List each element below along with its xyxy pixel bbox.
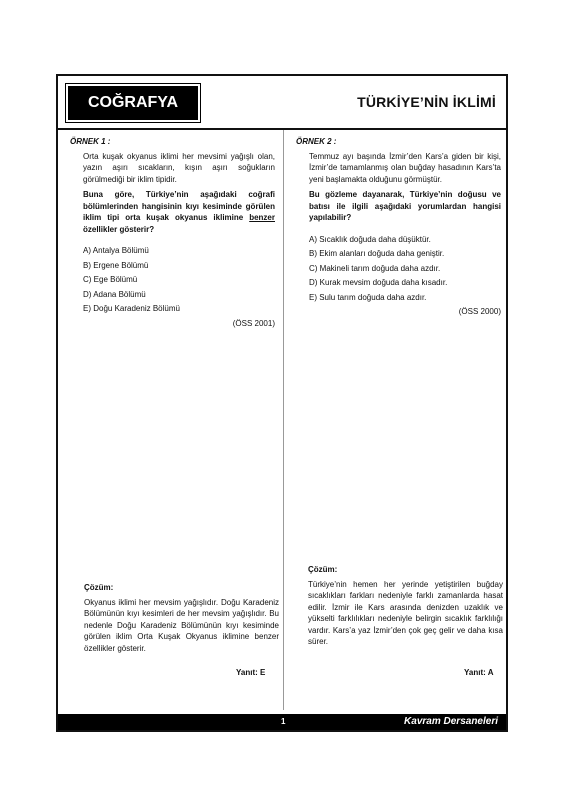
column-divider: [283, 130, 284, 710]
footer-bar: [58, 714, 506, 730]
page-frame: [56, 74, 508, 732]
topic-title: TÜRKİYE’NİN İKLİMİ: [357, 94, 496, 110]
page-number: 1: [281, 717, 286, 726]
option-e: E) Doğu Karadeniz Bölümü: [83, 304, 180, 313]
example-2-options: [296, 234, 501, 304]
example-1-answer: Yanıt: E: [236, 668, 266, 677]
option-b: B) Ergene Bölümü: [83, 260, 149, 270]
example-1-question: Buna göre, Türkiye’nin aşağıdaki coğrafi bölümlerinden hangisinin kıyı kesiminde görülen iklim tipi orta kuşak okyanus iklimine benzer özellikler gösterir?: [83, 190, 275, 234]
example-2-answer: Yanıt: A: [464, 668, 494, 677]
example-2-solution: [308, 564, 503, 648]
example-1-solution: [84, 582, 279, 654]
example-2-label: ÖRNEK 2 :: [296, 137, 337, 146]
example-2-question: Bu gözleme dayanarak, Türkiye’nin doğusu ve batısı ile ilgili aşağıdaki yorumlardan hangisi yapılabilir?: [309, 190, 501, 222]
example-2-source: (ÖSS 2000): [458, 307, 501, 316]
example-2: [296, 136, 501, 318]
solution-text: Okyanus iklimi her mevsim yağışlıdır. Doğu Karadeniz Bölümünün kıyı kesimleri de her mevsim yağışlıdır. Bu nedenle Doğu Karadeniz Bölümünün kıyı kesiminde görülen iklim Orta Kuşak Okyanus iklimine benzer özellikler gösterir.: [84, 597, 279, 653]
example-2-intro: Temmuz ayı başında İzmir’den Kars’a giden bir kişi, İzmir’de tamamlanmış olan buğday hasadının Kars’ta yeni başlamakta olduğunu görmüştür.: [309, 151, 501, 184]
emphasis-underline: benzer: [249, 213, 275, 222]
option-d: D) Adana Bölümü: [83, 289, 146, 299]
example-1-source: (ÖSS 2001): [232, 318, 275, 328]
option-c: C) Ege Bölümü: [83, 275, 138, 284]
option-a: A) Sıcaklık doğuda daha düşüktür.: [309, 234, 431, 244]
example-1-label: ÖRNEK 1 :: [70, 137, 111, 146]
example-1: [70, 136, 275, 329]
option-b: B) Ekim alanları doğuda daha geniştir.: [309, 249, 445, 258]
solution-text: Türkiye’nin hemen her yerinde yetiştirilen buğday sıcaklıkları farkları nedeniyle farklı zamanlarda hasat edilir. İzmir ile Kars arasında denizden uzaklık ve yükselti farklılıkları nedeniyle belirgin sıcaklık farklılığı vardır. Kars’a yaz İzmir’den çok geç gelir ve daha kısa sürer.: [308, 579, 503, 646]
solution-label: Çözüm:: [84, 583, 114, 592]
option-e: E) Sulu tarım doğuda daha azdır.: [309, 292, 427, 302]
solution-label: Çözüm:: [308, 565, 338, 574]
option-a: A) Antalya Bölümü: [83, 246, 149, 255]
option-c: C) Makineli tarım doğuda daha azdır.: [309, 263, 441, 273]
example-1-options: [70, 245, 275, 315]
brand-name: Kavram Dersaneleri: [404, 716, 498, 727]
example-1-intro: Orta kuşak okyanus iklimi her mevsimi yağışlı olan, yazın aşırı sıcakların, kışın aşırı soğukların görülmediği bir iklim tipidir.: [83, 151, 275, 184]
option-d: D) Kurak mevsim doğuda daha kısadır.: [309, 278, 448, 287]
header-rule: [58, 128, 506, 130]
subject-badge: COĞRAFYA: [68, 86, 198, 120]
